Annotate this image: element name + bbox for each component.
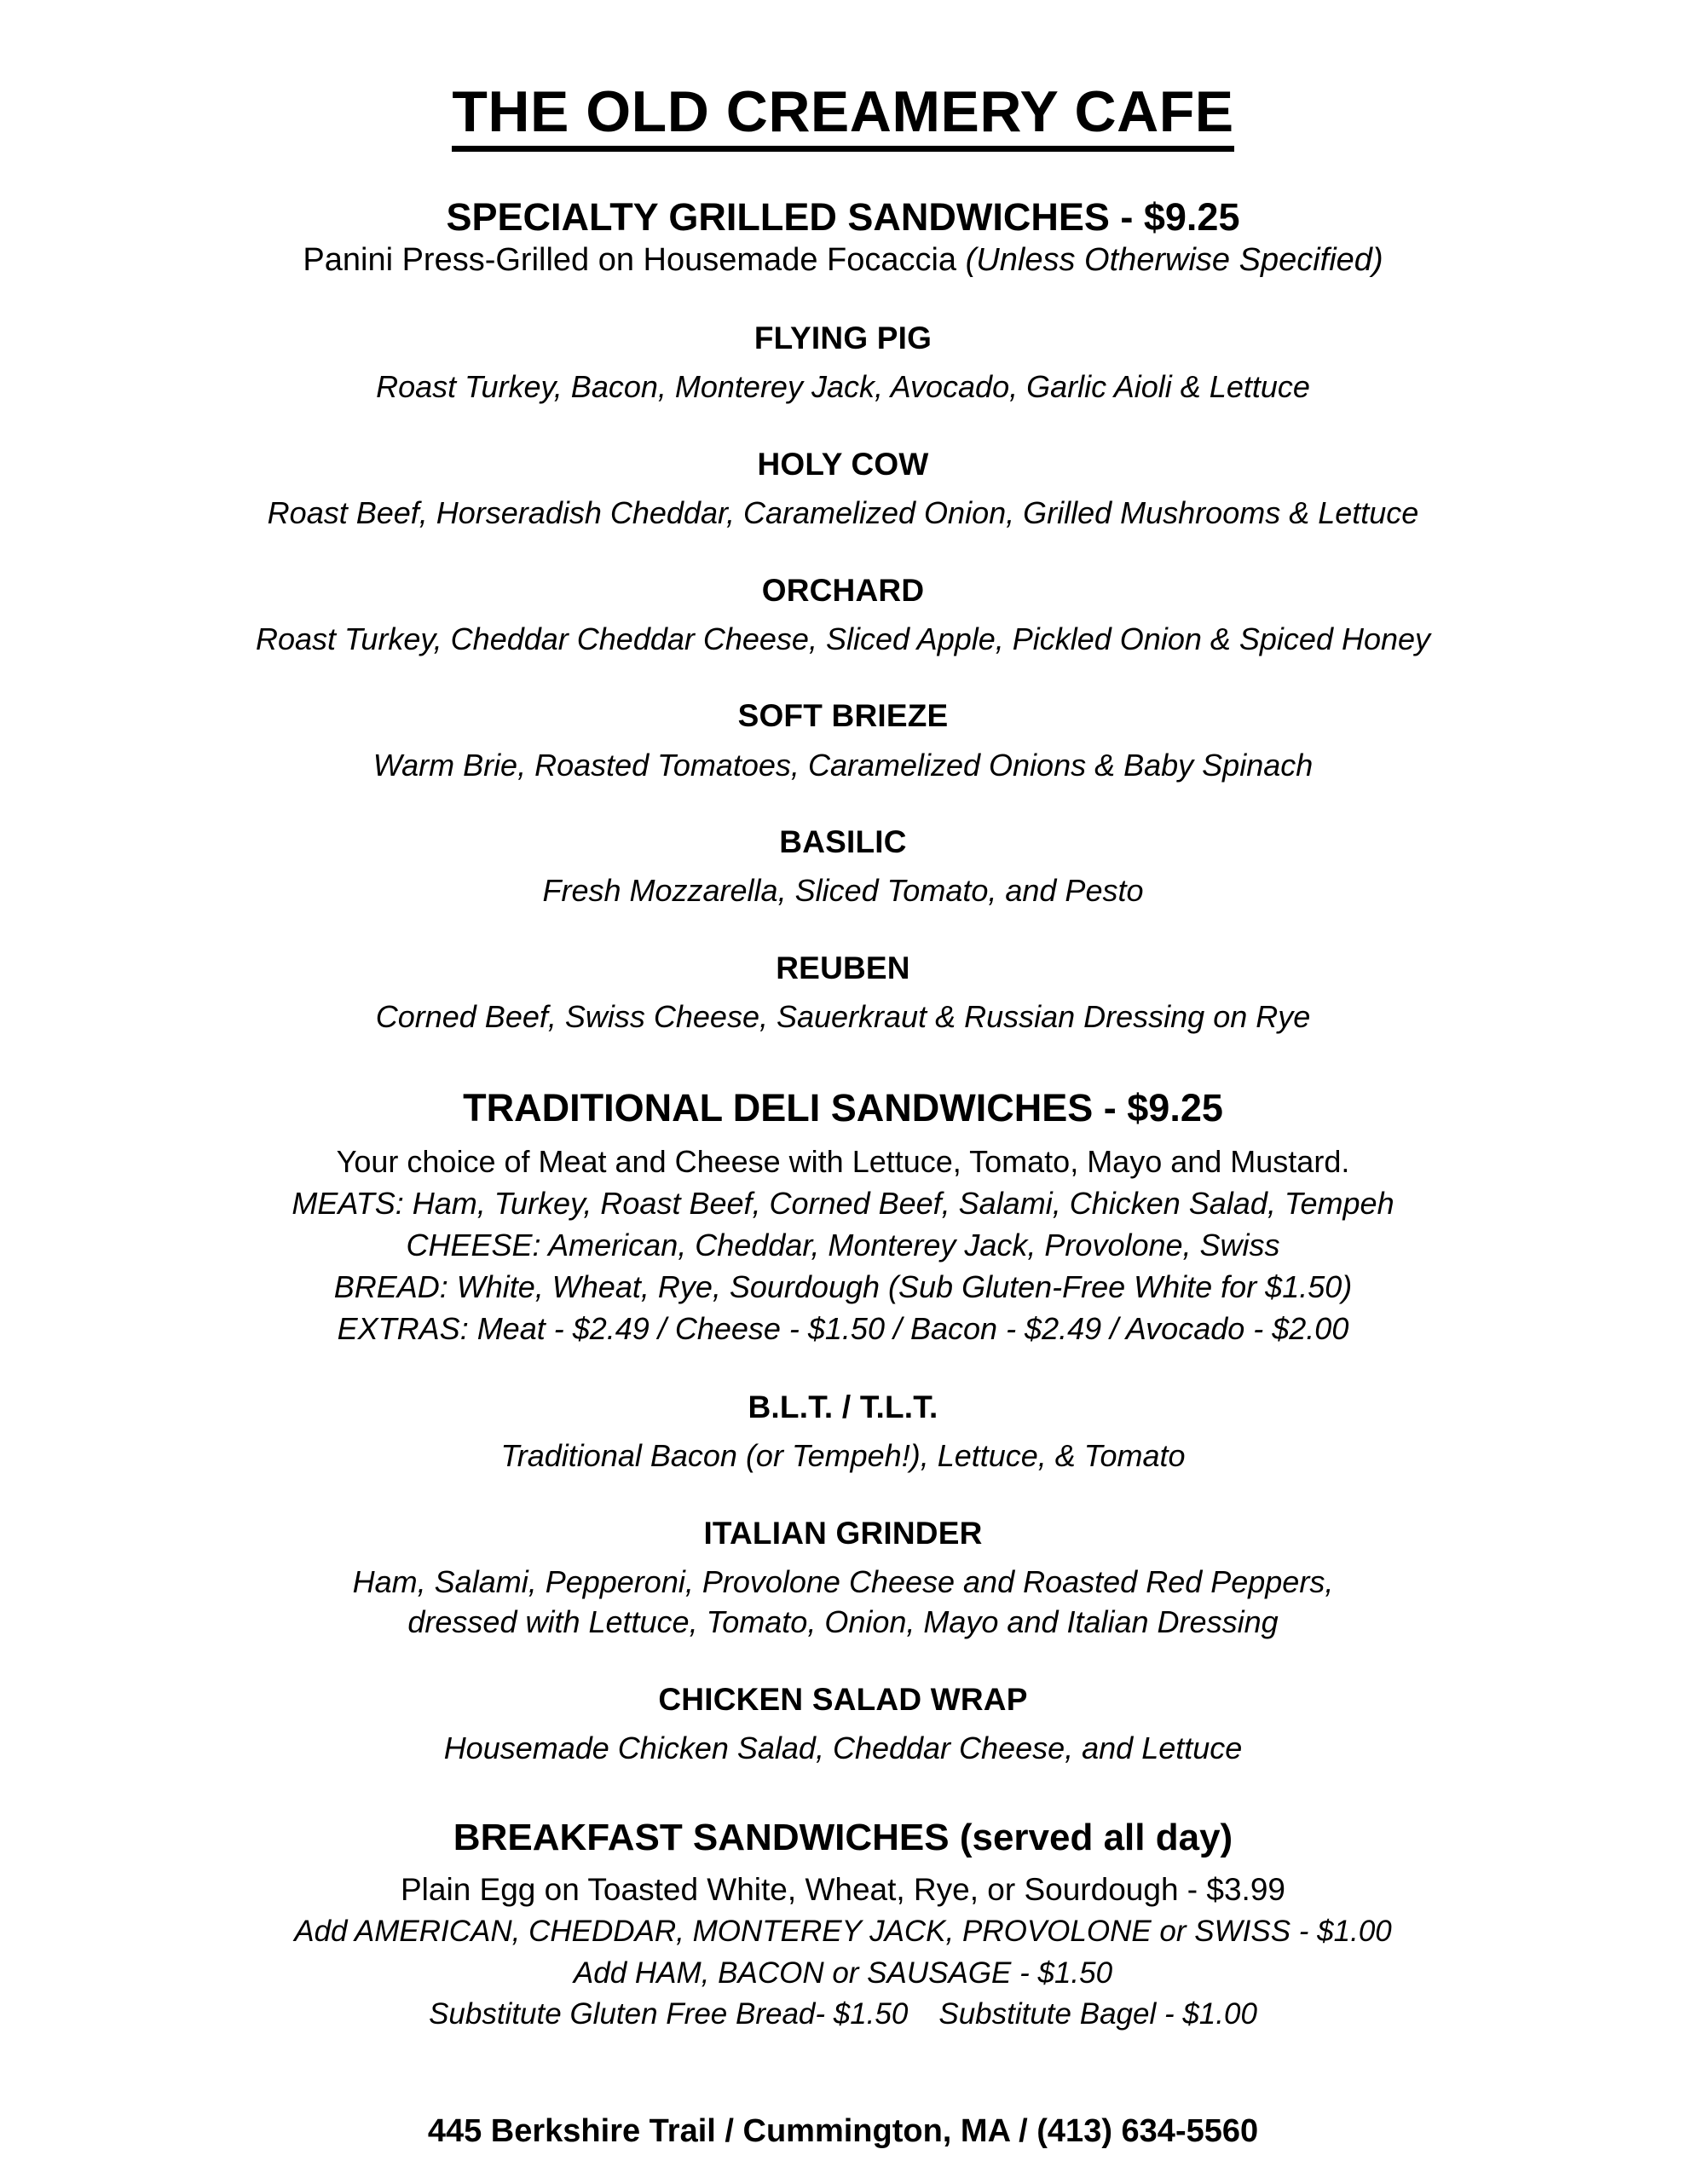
menu-item: [128, 823, 1558, 911]
subtitle-italic-text: (Unless Otherwise Specified): [965, 241, 1383, 278]
item-description: Traditional Bacon (or Tempeh!), Lettuce, & Tomato: [500, 1438, 1186, 1474]
item-description: Roast Beef, Horseradish Cheddar, Caramelized Onion, Grilled Mushrooms & Lettuce: [267, 495, 1419, 531]
restaurant-name: THE OLD CREAMERY CAFE: [452, 82, 1233, 152]
item-name: ITALIAN GRINDER: [703, 1515, 983, 1551]
subtitle-plain-text: Panini Press-Grilled on Housemade Focaccia: [303, 241, 966, 278]
item-description: Housemade Chicken Salad, Cheddar Cheese, and Lettuce: [443, 1730, 1243, 1766]
breakfast-substitutions-line: [128, 1994, 1558, 2035]
deli-option-bread: BREAD: White, Wheat, Rye, Sourdough (Sub Gluten-Free White for $1.50): [333, 1269, 1353, 1305]
item-description: [128, 1562, 1558, 1643]
item-description-line: dressed with Lettuce, Tomato, Onion, Mayo and Italian Dressing: [407, 1604, 1279, 1640]
breakfast-add-meat-line: Add HAM, BACON or SAUSAGE - $1.50: [573, 1956, 1113, 1990]
item-description: Roast Turkey, Bacon, Monterey Jack, Avocado, Garlic Aioli & Lettuce: [376, 369, 1310, 405]
item-description: Corned Beef, Swiss Cheese, Sauerkraut & Russian Dressing on Rye: [375, 999, 1311, 1035]
section-specialty-grilled: [128, 196, 1558, 1037]
substitute-bagel: Substitute Bagel - $1.00: [938, 1996, 1257, 2031]
item-name: BASILIC: [779, 824, 907, 860]
section-breakfast-sandwiches: [128, 1817, 1558, 2035]
section-heading-breakfast: BREAKFAST SANDWICHES (served all day): [453, 1816, 1233, 1858]
section-traditional-deli: [128, 1087, 1558, 1769]
menu-item: [128, 319, 1558, 407]
substitute-gluten-free-bread: Substitute Gluten Free Bread- $1.50: [429, 1996, 909, 2031]
deli-option-meats: MEATS: Ham, Turkey, Roast Beef, Corned Beef, Salami, Chicken Salad, Tempeh: [292, 1186, 1394, 1222]
footer-address: 445 Berkshire Trail / Cummington, MA / (413) 634-5560: [427, 2113, 1259, 2150]
breakfast-base-line: Plain Egg on Toasted White, Wheat, Rye, or Sourdough - $3.99: [401, 1872, 1285, 1907]
item-name: REUBEN: [776, 950, 910, 985]
item-name: B.L.T. / T.L.T.: [748, 1389, 938, 1424]
menu-item: [128, 1514, 1558, 1643]
item-name: ORCHARD: [761, 572, 925, 608]
item-description: Warm Brie, Roasted Tomatoes, Caramelized Onions & Baby Spinach: [372, 747, 1314, 783]
section-heading-deli: TRADITIONAL DELI SANDWICHES - $9.25: [463, 1085, 1223, 1130]
page-title: [128, 79, 1558, 152]
menu-item: [128, 1680, 1558, 1769]
section-heading-specialty: SPECIALTY GRILLED SANDWICHES - $9.25: [446, 195, 1240, 240]
deli-intro-text: Your choice of Meat and Cheese with Lettuce, Tomato, Mayo and Mustard.: [336, 1144, 1350, 1180]
section-subtitle-specialty: [128, 240, 1558, 281]
item-description: Fresh Mozzarella, Sliced Tomato, and Pesto: [542, 873, 1144, 909]
breakfast-add-cheese-line: Add AMERICAN, CHEDDAR, MONTEREY JACK, PROVOLONE or SWISS - $1.00: [294, 1915, 1392, 1949]
menu-item: [128, 445, 1558, 534]
menu-item: [128, 696, 1558, 785]
menu-item: [128, 571, 1558, 660]
item-name: SOFT BRIEZE: [737, 698, 949, 734]
item-name: CHICKEN SALAD WRAP: [658, 1681, 1028, 1717]
item-description: Roast Turkey, Cheddar Cheddar Cheese, Sliced Apple, Pickled Onion & Spiced Honey: [255, 621, 1431, 656]
item-name: HOLY COW: [757, 446, 929, 482]
item-description-line: Ham, Salami, Pepperoni, Provolone Cheese and Roasted Red Peppers,: [352, 1563, 1334, 1599]
item-name: FLYING PIG: [754, 321, 932, 356]
menu-item: [128, 949, 1558, 1037]
menu-item: [128, 1388, 1558, 1476]
deli-option-cheese: CHEESE: American, Cheddar, Monterey Jack, Provolone, Swiss: [406, 1228, 1280, 1263]
deli-option-extras: EXTRAS: Meat - $2.49 / Cheese - $1.50 / Bacon - $2.49 / Avocado - $2.00: [337, 1310, 1349, 1346]
